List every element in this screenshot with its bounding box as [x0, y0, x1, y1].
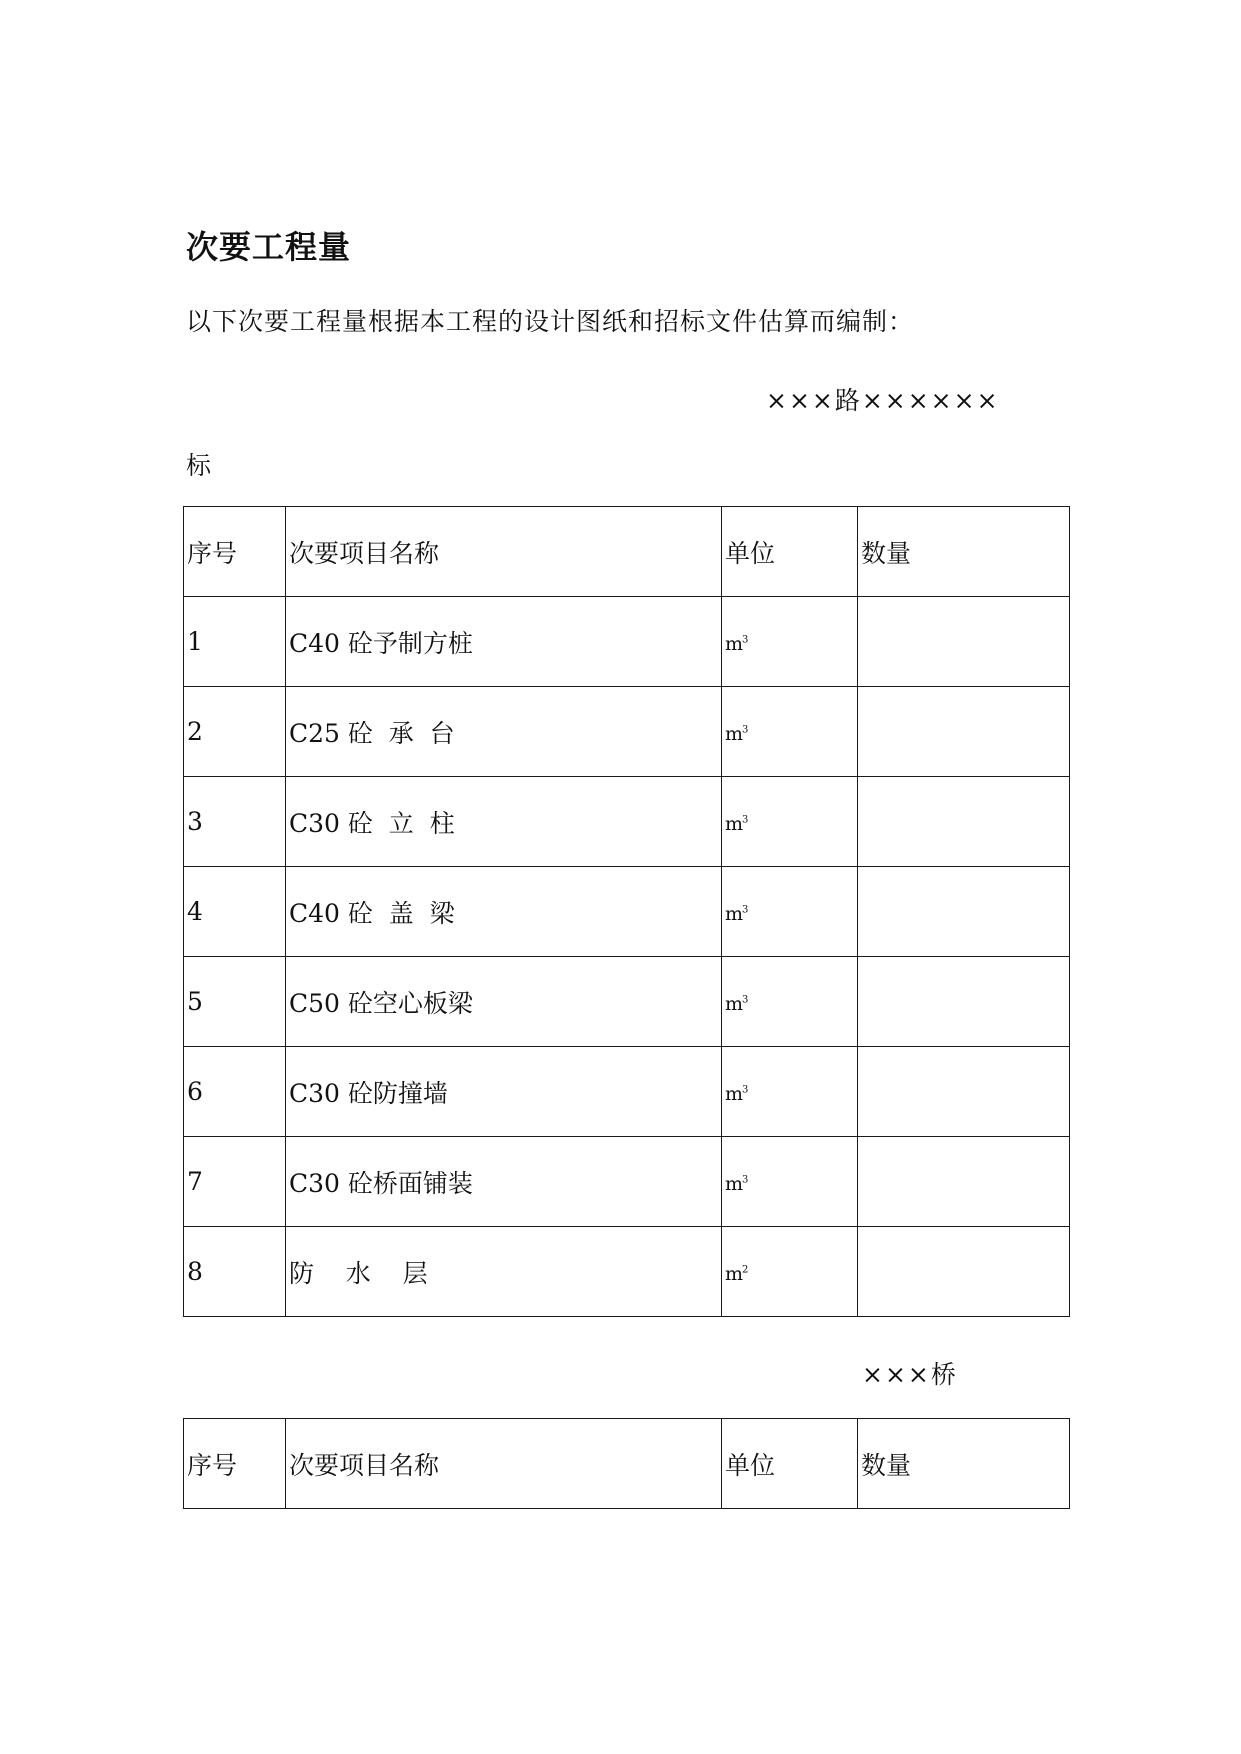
unit-exponent: 3 — [742, 1174, 748, 1186]
row-quantity — [858, 1137, 1070, 1227]
row-item-name: C25 砼 承 台 — [286, 687, 722, 777]
header-unit: 单位 — [722, 1419, 858, 1509]
unit-exponent: 3 — [742, 904, 748, 916]
row-quantity — [858, 1047, 1070, 1137]
row-unit — [722, 1047, 858, 1137]
unit-symbol — [725, 723, 747, 745]
row-unit — [722, 777, 858, 867]
row-quantity — [858, 777, 1070, 867]
row-quantity — [858, 867, 1070, 957]
page-title: 次要工程量 — [186, 228, 352, 266]
section2-label: ×××桥 — [862, 1360, 958, 1389]
row-item-name: 防 水 层 — [286, 1227, 722, 1317]
unit-base: m — [725, 1263, 743, 1285]
unit-exponent: 3 — [742, 724, 748, 736]
section1-label: ×××路×××××× — [766, 386, 1000, 415]
row-no: 2 — [184, 687, 286, 777]
header-no: 序号 — [184, 1419, 286, 1509]
unit-exponent: 2 — [742, 1264, 748, 1276]
unit-base: m — [725, 903, 743, 925]
unit-exponent: 3 — [742, 1084, 748, 1096]
header-quantity: 数量 — [858, 1419, 1070, 1509]
section1-label-continuation: 标 — [186, 451, 212, 480]
unit-exponent: 3 — [742, 634, 748, 646]
row-no: 5 — [184, 957, 286, 1047]
row-no: 8 — [184, 1227, 286, 1317]
row-quantity — [858, 687, 1070, 777]
quantity-table-bridge — [183, 1418, 1070, 1509]
row-unit — [722, 687, 858, 777]
table-row — [184, 1137, 1070, 1227]
unit-symbol — [725, 1173, 747, 1195]
table-row — [184, 1047, 1070, 1137]
table-row — [184, 777, 1070, 867]
unit-base: m — [725, 993, 743, 1015]
unit-symbol — [725, 633, 747, 655]
table-row — [184, 597, 1070, 687]
row-item-name: C30 砼桥面铺装 — [286, 1137, 722, 1227]
row-item-name: C50 砼空心板梁 — [286, 957, 722, 1047]
header-no: 序号 — [184, 507, 286, 597]
table-row — [184, 1227, 1070, 1317]
row-no: 7 — [184, 1137, 286, 1227]
row-item-name: C30 砼防撞墙 — [286, 1047, 722, 1137]
row-quantity — [858, 957, 1070, 1047]
unit-symbol — [725, 1083, 747, 1105]
unit-base: m — [725, 723, 743, 745]
intro-paragraph: 以下次要工程量根据本工程的设计图纸和招标文件估算而编制： — [186, 307, 915, 336]
table-row — [184, 687, 1070, 777]
row-no: 4 — [184, 867, 286, 957]
row-item-name: C40 砼予制方桩 — [286, 597, 722, 687]
table-header-row — [184, 1419, 1070, 1509]
row-quantity — [858, 597, 1070, 687]
row-unit — [722, 1137, 858, 1227]
row-unit — [722, 867, 858, 957]
unit-symbol — [725, 903, 747, 925]
unit-symbol — [725, 993, 747, 1015]
unit-base: m — [725, 813, 743, 835]
row-quantity — [858, 1227, 1070, 1317]
row-no: 3 — [184, 777, 286, 867]
row-unit — [722, 957, 858, 1047]
unit-base: m — [725, 633, 743, 655]
table-row — [184, 957, 1070, 1047]
row-unit — [722, 597, 858, 687]
unit-base: m — [725, 1083, 743, 1105]
row-no: 1 — [184, 597, 286, 687]
unit-symbol — [725, 813, 747, 835]
unit-exponent: 3 — [742, 814, 748, 826]
unit-symbol — [725, 1263, 747, 1285]
row-item-name: C30 砼 立 柱 — [286, 777, 722, 867]
row-no: 6 — [184, 1047, 286, 1137]
quantity-table-road — [183, 506, 1070, 1317]
header-unit: 单位 — [722, 507, 858, 597]
table-header-row — [184, 507, 1070, 597]
unit-exponent: 3 — [742, 994, 748, 1006]
table-row — [184, 867, 1070, 957]
unit-base: m — [725, 1173, 743, 1195]
row-unit — [722, 1227, 858, 1317]
header-item-name: 次要项目名称 — [286, 1419, 722, 1509]
row-item-name: C40 砼 盖 梁 — [286, 867, 722, 957]
header-item-name: 次要项目名称 — [286, 507, 722, 597]
header-quantity: 数量 — [858, 507, 1070, 597]
